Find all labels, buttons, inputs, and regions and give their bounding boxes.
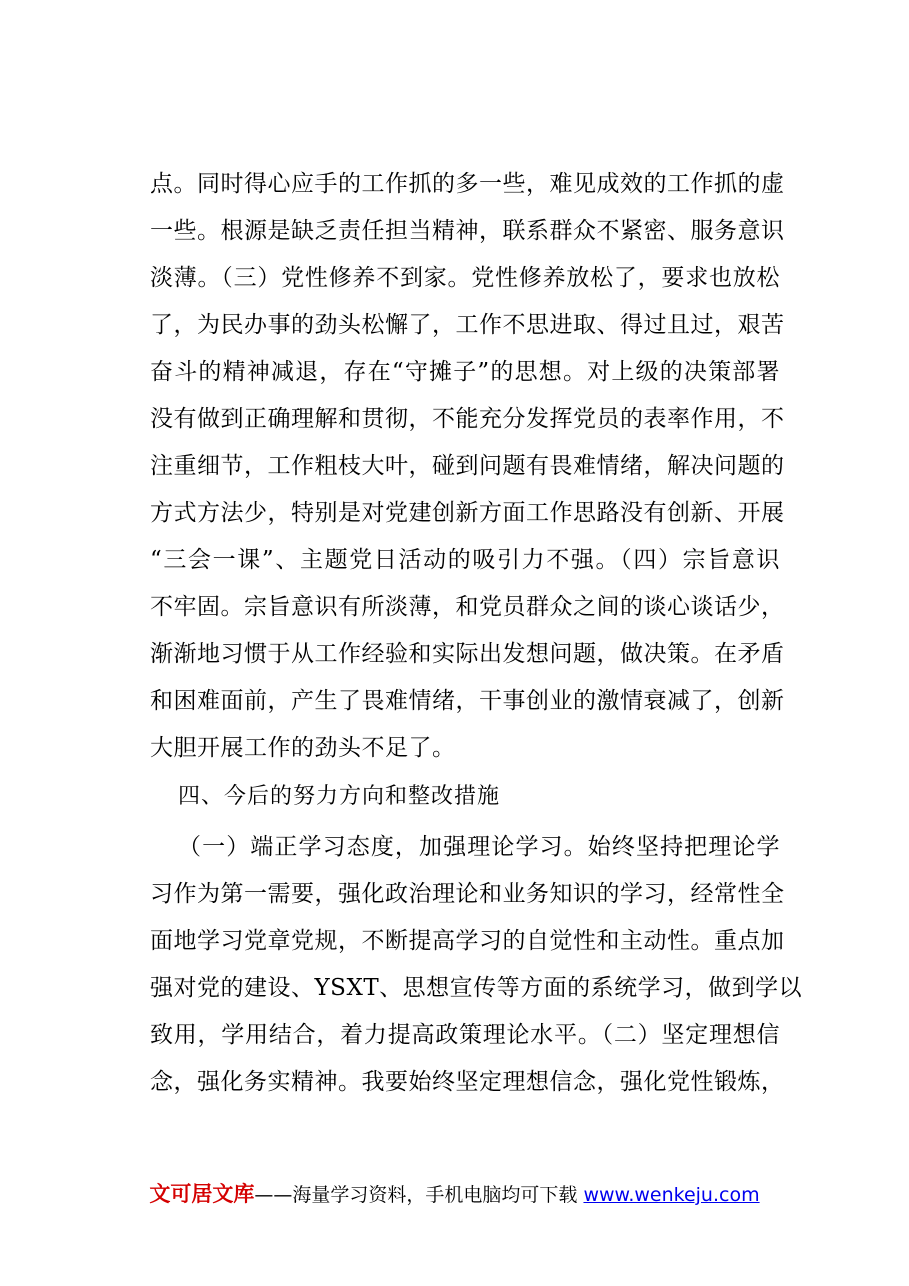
body-line: 渐渐地习惯于从工作经验和实际出发想问题，做决策。在矛盾 (150, 641, 785, 667)
body-line: 致用，学用结合，着力提高政策理论水平。（二）坚定理想信 (150, 1022, 780, 1048)
body-line: 和困难面前，产生了畏难情绪，干事创业的激情衰减了，创新 (150, 688, 785, 714)
body-line: 大胆开展工作的劲头不足了。 (150, 735, 456, 761)
footer-tagline: ——海量学习资料，手机电脑均可下载 (254, 1184, 578, 1206)
body-line: 方式方法少，特别是对党建创新方面工作思路没有创新、开展 (150, 500, 785, 526)
body-line: 了，为民办事的劲头松懈了，工作不思进取、得过且过，艰苦 (150, 312, 785, 338)
body-line: “三会一课”、主题党日活动的吸引力不强。（四）宗旨意识 (150, 547, 780, 573)
body-line: 淡薄。（三）党性修养不到家。党性修养放松了，要求也放松 (150, 265, 780, 291)
body-line: 不牢固。宗旨意识有所淡薄，和党员群众之间的谈心谈话少， (150, 594, 785, 620)
body-line: 一些。根源是缺乏责任担当精神，联系群众不紧密、服务意识 (150, 218, 785, 244)
body-line: 没有做到正确理解和贯彻，不能充分发挥党员的表率作用，不 (150, 406, 785, 432)
body-line: 强对党的建设、YSXT、思想宣传等方面的系统学习，做到学以 (150, 975, 803, 1001)
section-heading: 四、今后的努力方向和整改措施 (178, 784, 501, 809)
brand-name: 文可居文库 (149, 1182, 255, 1206)
body-line: 点。同时得心应手的工作抓的多一些，难见成效的工作抓的虚 (150, 171, 785, 197)
footer-banner (0, 1178, 909, 1211)
body-line: 念，强化务实精神。我要始终坚定理想信念，强化党性锻炼， (150, 1069, 785, 1095)
website-link[interactable]: www.wenkeju.com (583, 1184, 760, 1206)
body-line: 注重细节，工作粗枝大叶，碰到问题有畏难情绪，解决问题的 (150, 453, 785, 479)
body-line: 面地学习党章党规，不断提高学习的自觉性和主动性。重点加 (150, 928, 785, 954)
body-line: （一）端正学习态度，加强理论学习。始终坚持把理论学 (178, 834, 780, 860)
body-line: 习作为第一需要，强化政治理论和业务知识的学习，经常性全 (150, 881, 785, 907)
body-line: 奋斗的精神减退，存在“守摊子”的思想。对上级的决策部署 (150, 359, 780, 385)
